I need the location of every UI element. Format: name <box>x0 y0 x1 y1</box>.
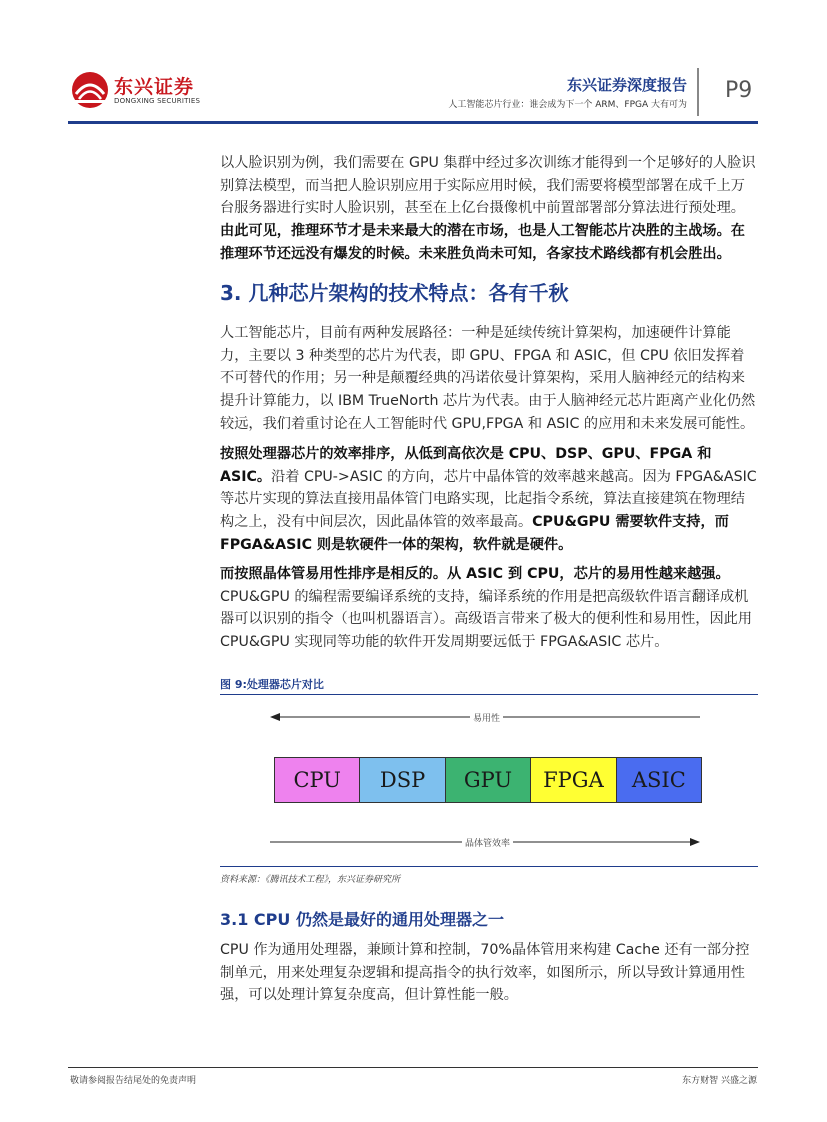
chip-gpu: GPU <box>446 758 531 802</box>
header-divider <box>697 68 699 116</box>
paragraph-efficiency-ranking <box>220 443 758 557</box>
chip-fpga: FPGA <box>531 758 616 802</box>
logo-chinese-name: 东兴证券 <box>114 76 195 98</box>
paragraph-text: CPU&GPU 的编程需要编译系统的支持，编译系统的作用是把高级软件语言翻译成机器可以识别的指令（也叫机器语言）。高级语言带来了极大的便利性和易用性，因此用 CPU&GPU 实现同等功能的软件开发周期要远低于 FPGA&ASIC 芯片。 <box>220 588 753 651</box>
report-title: 东兴证券深度报告 <box>566 76 687 94</box>
footer-disclaimer: 敬请参阅报告结尾处的免责声明 <box>70 1076 197 1086</box>
chip-asic: ASIC <box>617 758 701 802</box>
company-logo <box>70 70 210 110</box>
paragraph-usability-ranking <box>220 563 758 654</box>
report-subtitle: 人工智能芯片行业：谁会成为下一个 ARM、FPGA 大有可为 <box>448 100 687 110</box>
usability-label: 易用性 <box>470 711 503 724</box>
paragraph-development-paths: 人工智能芯片，目前有两种发展路径：一种是延续传统计算架构，加速硬件计算能力，主要以 3 种类型的芯片为代表，即 GPU、FPGA 和 ASIC，但 CPU 依旧发挥着不可替代的作用；另一种是颠覆经典的冯诺依曼计算架构，采用人脑神经元的结构来提升计算能力，以 IBM TrueNorth 芯片为代表。由于人脑神经元芯片距离产业化仍然较远，我们着重讨论在人工智能时代 GPU,FPGA 和 ASIC 的应用和未来发展可能性。 <box>220 325 756 432</box>
dongxing-logo-icon <box>70 70 110 110</box>
paragraph-emphasis: 按照处理器芯片的效率排序，从低到高依次是 CPU、DSP、GPU、FPGA 和 ASIC。 <box>220 446 712 485</box>
processor-chip-row <box>274 757 702 803</box>
efficiency-label: 晶体管效率 <box>462 836 513 849</box>
paragraph-face-recognition <box>220 152 758 266</box>
figure-top-rule <box>220 694 758 695</box>
logo-english-name: DONGXING SECURITIES <box>114 97 201 105</box>
footer-slogan: 东方财智 兴盛之源 <box>682 1076 757 1086</box>
paragraph-emphasis: 而按照晶体管易用性排序是相反的。从 ASIC 到 CPU，芯片的易用性越来越强。 <box>220 566 730 582</box>
paragraph-text: 以人脸识别为例，我们需要在 GPU 集群中经过多次训练才能得到一个足够好的人脸识别算法模型，而当把人脸识别应用于实际应用时候，我们需要将模型部署在成千上万台服务器进行实时人脸识别，甚至在上亿台摄像机中前置部署部分算法进行预处理。 <box>220 155 756 217</box>
chip-cpu: CPU <box>275 758 360 802</box>
paragraph-cpu-general: CPU 作为通用处理器，兼顾计算和控制，70%晶体管用来构建 Cache 还有一部分控制单元，用来处理复杂逻辑和提高指令的执行效率，如图所示，所以导致计算通用性强，可以处理计算复杂度高，但计算性能一般。 <box>220 942 750 1004</box>
paragraph-emphasis: 由此可见，推理环节才是未来最大的潜在市场，也是人工智能芯片决胜的主战场。在推理环节还远没有爆发的时候。未来胜负尚未可知，各家技术路线都有机会胜出。 <box>220 223 745 262</box>
figure-bottom-rule <box>220 866 758 867</box>
figure-source: 资料来源：《腾讯技术工程》，东兴证券研究所 <box>220 875 401 885</box>
paragraph-text: 沿着 CPU->ASIC 的方向，芯片中晶体管的效率越来越高。因为 FPGA&ASIC 等芯片实现的算法直接用晶体管门电路实现，比起指令系统，算法直接建筑在物理结构之上，没有中间层次，因此晶体管的效率最高。 <box>220 468 757 531</box>
figure-title: 图 9:处理器芯片对比 <box>220 678 324 691</box>
chip-dsp: DSP <box>360 758 445 802</box>
section-3-1-heading: 3.1 CPU 仍然是最好的通用处理器之一 <box>220 910 504 929</box>
page-number: P9 <box>725 78 753 103</box>
header-rule <box>68 121 758 124</box>
footer-rule <box>68 1067 758 1068</box>
paragraph-emphasis: CPU&GPU 需要软件支持，而 FPGA&ASIC 则是软硬件一体的架构，软件就是硬件。 <box>220 514 729 553</box>
section-3-heading: 3. 几种芯片架构的技术特点：各有千秋 <box>220 281 569 305</box>
